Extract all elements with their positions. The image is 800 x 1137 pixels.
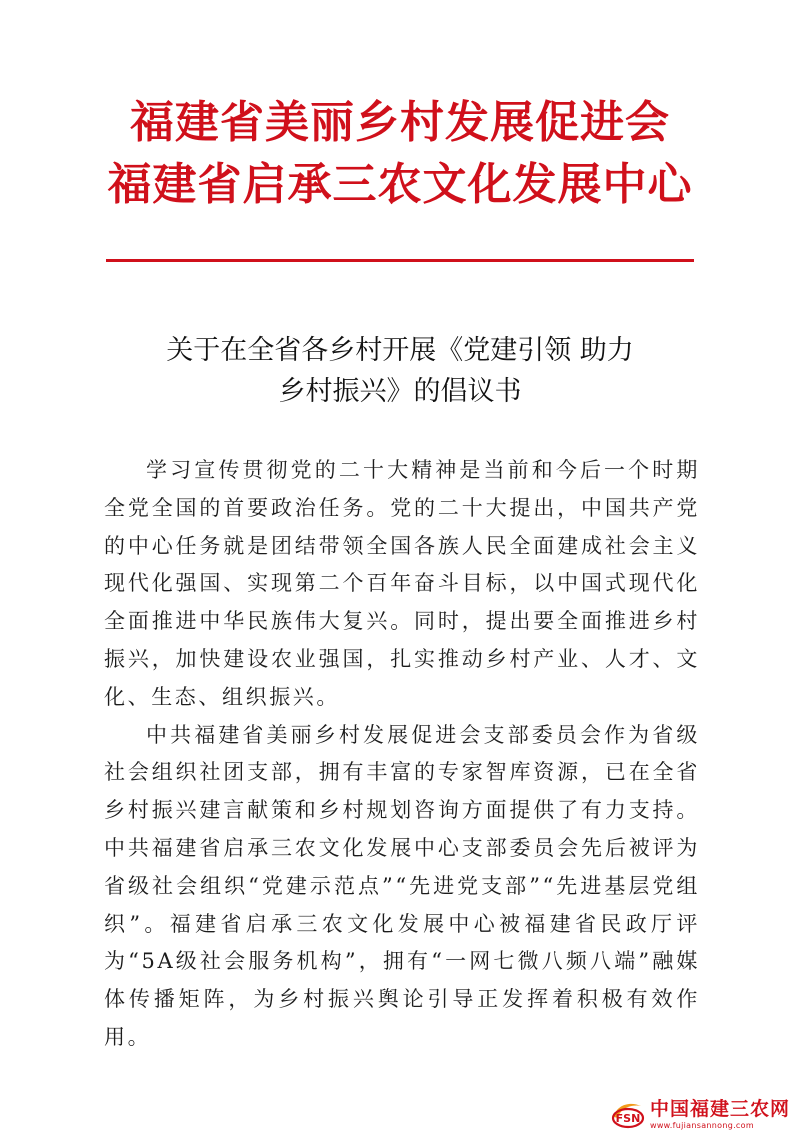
title-line-2: 乡村振兴》的倡议书 [278,376,522,407]
site-watermark [610,1099,790,1131]
body-paragraph-2: 中共福建省美丽乡村发展促进会支部委员会作为省级社会组织社团支部，拥有丰富的专家智库资源，已在全省乡村振兴建言献策和乡村规划咨询方面提供了有力支持。中共福建省启承三农文化发展中心支部委员会先后被评为省级社会组织“党建示范点”“先进党支部”“先进基层党组织”。福建省启承三农文化发展中心被福建省民政厅评为“5A级社会服务机构”，拥有“一网七微八频八端”融媒体传播矩阵，为乡村振兴舆论引导正发挥着积极有效作用。 [104,722,700,1049]
org-name-line-2: 福建省启承三农文化发展中心 [107,159,693,210]
document-body [104,452,700,1057]
watermark-url: www.fujiansannong.com [649,1121,754,1130]
watermark-text [650,1100,790,1130]
fsn-logo-text: FSN [615,1112,641,1125]
watermark-site-name: 中国福建三农网 [649,1098,790,1120]
document-title [0,330,800,412]
letterhead [0,92,800,216]
title-line-1: 关于在全省各乡村开展《党建引领 助力 [166,335,634,366]
fsn-logo-icon [610,1099,646,1131]
org-name-line-1: 福建省美丽乡村发展促进会 [130,97,670,148]
body-paragraph-1: 学习宣传贯彻党的二十大精神是当前和今后一个时期全党全国的首要政治任务。党的二十大提出，中国共产党的中心任务就是团结带领全国各族人民全面建成社会主义现代化强国、实现第二个百年奋斗目标，以中国式现代化全面推进中华民族伟大复兴。同时，提出要全面推进乡村振兴，加快建设农业强国，扎实推动乡村产业、人才、文化、生态、组织振兴。 [104,458,700,709]
letterhead-red-rule [106,259,694,262]
